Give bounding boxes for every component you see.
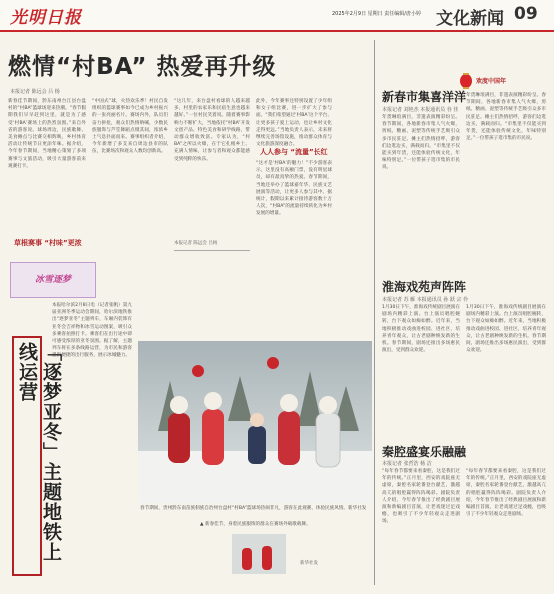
column-divider <box>374 40 375 585</box>
story3-text: “每年春节都要来看秦腔，这是我们过年的传统。”正月里，西安的戏院座无虚席，秦腔名家轮番登台献艺，激越高亢的唱腔赢得阵阵喝彩。剧院负责人介绍，今年春节推出了经典剧目展演和新编剧目首演，让老戏迷过足戏瘾，也吸引了不少年轻观众走进剧场。 <box>382 469 460 525</box>
subhead-1: 草根赛事 “村味”更浓 <box>14 239 82 247</box>
story2-text: 1月30日下午，淮海戏传统剧目展演在剧场内精彩上演。台上演员唱腔婉转，台下观众如痴如醉。近年来，当地积极推动戏曲进校园、进社区，培养青年观众，让古老剧种焕发新的生机。春节期间，剧场还推出多场惠民演出，受到群众欢迎。 <box>382 305 460 354</box>
main-col4a: 此外，今年赛事还特别设置了少年组和女子组比赛，进一步扩大了参与面。“我们希望通过‘村BA’这个平台，让更多孩子爱上运动，也让乡村文化走得更远。”当地负责人表示，未来将继续完善场馆设施，推动群众体育与文化旅游深度融合。 <box>256 99 332 148</box>
story1-text: 年货琳琅满目，非遗表演精彩纷呈。春节期间，各地新春市集人气火爆，剪纸、糖画、泥塑等传统手艺吸引众多市民驻足。摊主们热情招呼，游客们边逛边买，满载而归。“市集里不仅能买到年货，还能体验传统文化，年味特别足。”一位带孩子逛市集的市民说。 <box>382 115 460 171</box>
page-number: 09 <box>514 4 538 24</box>
winter-banner <box>10 262 96 298</box>
snow-scene-image <box>138 341 372 503</box>
story1-title: 新春市集喜洋洋 <box>382 90 467 104</box>
vertical-title-box <box>12 336 62 576</box>
main-photo <box>138 341 372 503</box>
main-headline: 燃情“村BA” 热爱再升级 <box>8 54 277 80</box>
story1-byline: 本报记者 刘艳杰 本报通讯员 谷 佳 <box>382 107 459 113</box>
dateline: 2025年2月9日 星期日 责任编辑/唐小婷 <box>332 11 421 17</box>
section-title: 文化新闻 <box>436 9 504 29</box>
story2-byline: 本报记者 苏 雁 本报通讯员 孙 跃 宗 伶 <box>382 297 469 303</box>
divider <box>174 250 250 251</box>
masthead <box>0 0 554 32</box>
story1-text-b: 年货琳琅满目，非遗表演精彩纷呈。春节期间，各地新春市集人气火爆，剪纸、糖画、泥塑等传统手艺吸引众多市民驻足。摊主们热情招呼，游客们边逛边买，满载而归。“市集里不仅能买到年货，还能体验传统文化，年味特别足。”一位带孩子逛市集的市民说。 <box>466 93 546 142</box>
main-credit: 本报记者 陈远会 吕杨 <box>174 241 218 246</box>
sub1-lead <box>8 250 86 258</box>
photo-caption: 春节期间，贵州黔东南苗族侗族自治州台盘村“村BA”篮球场热闹非凡，游客在此观赛、体验民族风情。新华社发 <box>140 506 367 511</box>
lantern-text: 欢度中国年 <box>476 78 507 85</box>
story2-text-b: 1月30日下午，淮海戏传统剧目展演在剧场内精彩上演。台上演员唱腔婉转，台下观众如痴如醉。近年来，当地积极推动戏曲进校园、进社区，培养青年观众，让古老剧种焕发新的生机。春节期间，剧场还推出多场惠民演出，受到群众欢迎。 <box>466 305 546 354</box>
vertical-title: 「逐梦亚冬」主题地铁上线运营 <box>16 342 62 562</box>
subhead-2: 人人参与 “流量”长红 <box>260 148 328 156</box>
main-col2: “中国式”球，火热欢乐季！村民自发组织的篮球赛事如今已成为乡村振兴的一张亮丽名片。赛场内外，队员们奋力拼抢，观众们热情呐喊，少数民族服饰与芦笙舞蹈点缀其间，浓浓乡土气息扑面而来。赛事组织者介绍，今年新增了多支来自周边县市的队伍，比赛场次和观众人数均创新高。 <box>92 99 168 155</box>
story3-title: 秦腔盛宴乐融融 <box>382 445 467 459</box>
photo-credit: 新华社发 <box>300 561 318 566</box>
inset-image <box>232 534 286 574</box>
feature-text: 本报哈尔滨2月8日电（记者张帆）第九届亚洲冬季运动会期间，哈尔滨地铁推出“逐梦亚冬”主题列车，车厢内装饰有亚冬会吉祥物和冰雪运动图案，吸引众多乘客拍照打卡。乘客们在出行途中即可感受浓厚的亚冬氛围。据了解，主题列车将在多条线路运营，为市民和游客提供便捷的出行服务，展示冰城魅力。 <box>52 303 132 359</box>
story3-byline: 本报记者 张哲浩 杨 洁 <box>382 461 432 467</box>
main-col3: “这几年，来台盘村看球的人越来越多，村里的农家乐和民宿生意也越来越好。”一位村民笑着说。随着赛事影响力不断扩大，当地依托“村BA”开发文创产品、特色美食和研学线路，带动群众增收致富。专家认为，“村BA”之所以火爆，在于它扎根乡土、充满人情味，让参与者和观众都能感受到纯粹的快乐。 <box>174 99 250 162</box>
main-col4: “这才是‘村BA’的魅力！”不少游客表示，这里没有高额门票，没有明星球员，却有最真挚的热爱。春节期间，当地还举办了篮球嘉年华、民族文艺展演等活动，让更多人参与其中。据统计，假期以来累计接待游客数十万人次，“村BA”的流量持续转化为乡村发展的增量。 <box>256 161 332 217</box>
story3-text-b: “每年春节都要来看秦腔，这是我们过年的传统。”正月里，西安的戏院座无虚席，秦腔名家轮番登台献艺，激越高亢的唱腔赢得阵阵喝彩。剧院负责人介绍，今年春节推出了经典剧目展演和新编剧目首演，让老戏迷过足戏瘾，也吸引了不少年轻观众走进剧场。 <box>466 469 546 518</box>
winter-banner-text: 冰雪逐梦 <box>34 275 71 285</box>
lantern-label <box>458 73 548 91</box>
photo-caption-2: ▲ 新春佳节，身着民族服饰的群众在赛场外载歌载舞。 <box>200 522 311 527</box>
newspaper-logo: 光明日报 <box>10 8 82 28</box>
main-intro: 新春佳节期间，黔东南州台江县台盘村的“村BA”篮球场迎来热潮。“春节假期我们早早赶到这里，就是为了感受‘村BA’赛场上的热烈氛围。”来自外省的游客说。球场周边，民族歌舞、美食摊点与比赛交相辉映，乡村体育活动让传统节日更添年味。据介绍，今年春节期间，当地精心策划了多项赛事与文旅活动，吸引大量游客前来观赛打卡。 <box>8 99 86 169</box>
story2-title: 淮海戏苑声阵阵 <box>382 280 467 294</box>
inset-photo <box>232 534 286 574</box>
main-byline: 本报记者 陈远会 吕 杨 <box>10 89 60 95</box>
